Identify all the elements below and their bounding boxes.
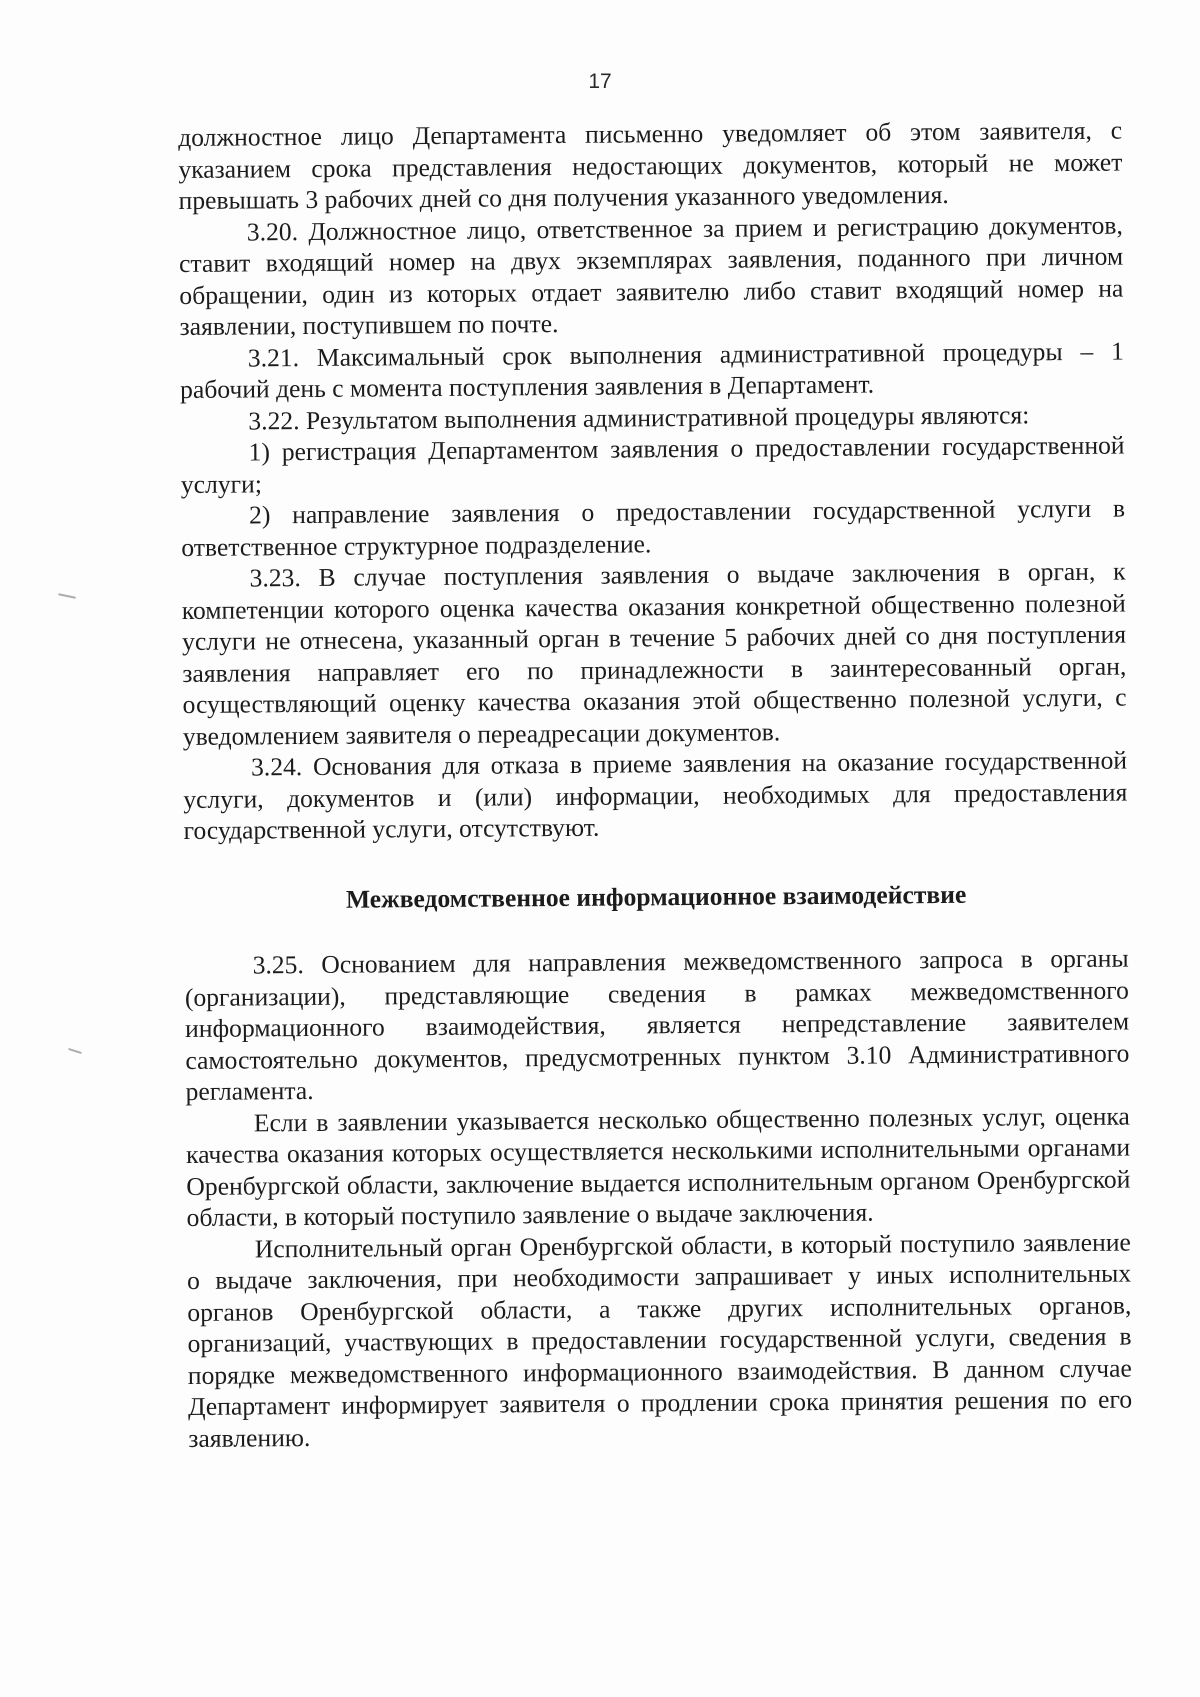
paragraph-3-21: 3.21. Максимальный срок выполнения административной процедуры – 1 рабочий день с момента поступления заявления в Департамент.: [179, 336, 1124, 404]
paragraph-3-22: 3.22. Результатом выполнения административной процедуры являются:: [248, 399, 1030, 435]
paragraph: должностное лицо Департамента письменно уведомляет об этом заявителя, с указанием срока представления недостающих документов, который не может превышать 3 рабочих дней со дня получения указанного уведомления.: [178, 115, 1123, 215]
paragraph-3-24: 3.24. Основания для отказа в приеме заявления на оказание государственной услуги, документов и (или) информации, необходимых для предоставления государственной услуги, отсутствуют.: [183, 745, 1128, 845]
paragraph: Исполнительный орган Оренбургской области, в который поступило заявление о выдаче заключения, при необходимости запрашивает у иных исполнительных органов Оренбургской области, а также других исполнительных органов, организаций, участвующих в предоставлении государственной услуги, сведения в порядке межведомственного информационного взаимодействия. В данном случае Департамент информирует заявителя о продлении срока принятия решения по его заявлению.: [186, 1227, 1133, 1453]
scan-artifact: [68, 1048, 82, 1054]
page-number: 17: [588, 70, 612, 93]
paragraph: Если в заявлении указывается несколько общественно полезных услуг, оценка качества оказания которых осуществляется несколькими исполнительными органами Оренбургской области, заключение выдается исполнительным органом Оренбургской области, в который поступило заявление о выдаче заключения.: [185, 1101, 1131, 1232]
document-body: [178, 115, 1132, 1454]
list-item-2: 2) направление заявления о предоставлении государственной услуги в ответственное структурное подразделение.: [181, 493, 1126, 562]
list-item-1: 1) регистрация Департаментом заявления о предоставлении государственной услуги;: [180, 430, 1125, 499]
paragraph-3-23: 3.23. В случае поступления заявления о выдаче заключения в орган, к компетенции которого оценка качества оказания конкретной общественно полезной услуги не отнесена, указанный орган в течение 5 рабочих дней со дня поступления заявления направляет его по принадлежности в заинтересованный орган, осуществляющий оценку качества оказания этой общественно полезной услуги, с уведомлением заявителя о переадресации документов.: [181, 556, 1127, 751]
section-heading: Межведомственное информационное взаимодействие: [345, 879, 967, 914]
paragraph-3-20: 3.20. Должностное лицо, ответственное за прием и регистрацию документов, ставит входящий номер на двух экземплярах заявления, поданного при личном обращении, один из которых отдает заявителю либо ставит входящий номер на заявлении, поступившем по почте.: [178, 210, 1124, 341]
scan-artifact: [58, 593, 76, 599]
paragraph-3-25: 3.25. Основанием для направления межведомственного запроса в органы (организации), представляющие сведения в рамках межведомственного информационного взаимодействия, является непредставление заявителем самостоятельно документов, предусмотренных пунктом 3.10 Административного регламента.: [184, 943, 1130, 1106]
